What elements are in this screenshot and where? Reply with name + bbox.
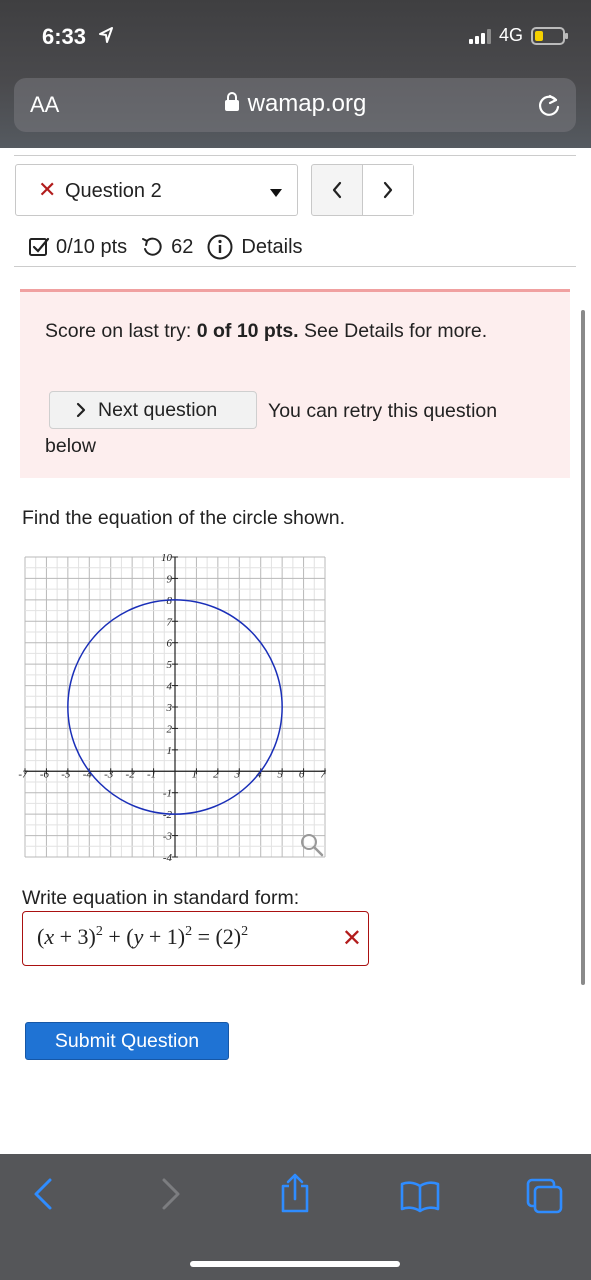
share-icon[interactable] — [278, 1172, 312, 1219]
details-link[interactable] — [207, 234, 302, 260]
y-tick-label: 8 — [166, 594, 172, 607]
chevron-left-icon — [331, 181, 343, 199]
y-tick-label: 7 — [166, 616, 172, 629]
incorrect-icon: ✕ — [38, 177, 57, 202]
x-tick-label: -5 — [61, 768, 71, 781]
x-tick-label: -2 — [125, 768, 135, 781]
battery-icon — [531, 27, 565, 45]
bookmarks-icon[interactable] — [400, 1180, 440, 1217]
retry-text: You can retry this question — [268, 400, 498, 422]
status-indicators — [469, 25, 565, 46]
y-tick-label: 2 — [166, 723, 172, 736]
x-tick-label: 5 — [277, 768, 283, 781]
x-tick-label: 2 — [213, 768, 219, 781]
x-tick-label: 4 — [255, 768, 262, 781]
circle-graph — [20, 552, 330, 862]
score-value: 0 of 10 pts. — [196, 320, 299, 342]
y-tick-label: 3 — [166, 702, 172, 714]
reload-icon[interactable] — [536, 92, 562, 123]
attempts-text: 62 — [171, 235, 194, 258]
retry-icon — [141, 236, 163, 258]
x-tick-label: 3 — [234, 768, 241, 781]
home-indicator — [190, 1261, 400, 1267]
question-nav-group — [311, 164, 414, 216]
graph-svg — [20, 552, 330, 862]
retry-text-continued: below — [45, 435, 96, 457]
details-label: Details — [241, 235, 303, 258]
divider — [14, 155, 576, 156]
y-tick-label: 10 — [161, 552, 172, 564]
y-tick-label: 1 — [166, 744, 172, 757]
scrollbar[interactable] — [581, 310, 585, 985]
x-tick-label: 1 — [191, 768, 198, 781]
dropdown-caret-icon — [269, 185, 283, 203]
question-label: Question 2 — [65, 180, 162, 202]
status-time: 6:33 — [42, 24, 87, 49]
y-tick-label: -1 — [162, 787, 172, 800]
y-tick-label: 4 — [166, 680, 172, 693]
y-tick-label: 5 — [166, 659, 172, 672]
score-feedback-box — [20, 289, 570, 478]
location-arrow-icon — [98, 26, 114, 49]
back-icon[interactable] — [30, 1176, 56, 1217]
x-tick-label: -3 — [104, 768, 114, 781]
x-tick-label: 6 — [298, 768, 305, 781]
submit-question-button[interactable]: Submit Question — [25, 1022, 229, 1060]
reader-text-button[interactable]: AA — [30, 92, 60, 117]
answer-math: $(x + 3)^2 + (y + 1)^2 = (2)^2$ — [37, 924, 249, 949]
y-tick-label: 9 — [166, 573, 172, 586]
points-text: 0/10 pts — [56, 235, 128, 258]
chevron-right-icon — [382, 181, 394, 199]
forward-icon[interactable] — [158, 1176, 184, 1217]
score-text: Score on last try: 0 of 10 pts. See Details for more. — [45, 320, 488, 342]
question-meta — [28, 230, 303, 264]
chevron-right-icon — [76, 402, 86, 418]
signal-icon — [469, 28, 491, 44]
url-text: wamap.org — [247, 90, 367, 117]
tabs-icon[interactable] — [526, 1178, 564, 1219]
x-tick-label: -4 — [82, 768, 92, 781]
prev-question-button[interactable] — [312, 165, 362, 215]
network-label: 4G — [498, 25, 523, 45]
equation-label: Write equation in standard form: — [22, 887, 300, 909]
x-tick-label: -7 — [18, 768, 28, 781]
lock-icon — [224, 91, 240, 119]
x-tick-label: 7 — [320, 768, 326, 781]
next-question-button[interactable]: Next question — [49, 391, 257, 429]
question-prompt: Find the equation of the circle shown. — [22, 507, 346, 529]
x-tick-label: -6 — [39, 768, 50, 781]
browser-chrome — [0, 0, 591, 148]
info-icon — [207, 234, 233, 260]
y-tick-label: -2 — [162, 809, 172, 822]
divider — [14, 266, 576, 267]
url-display[interactable] — [14, 90, 576, 119]
y-tick-label: 6 — [166, 637, 172, 650]
answer-input[interactable] — [22, 911, 369, 966]
y-tick-label: -4 — [162, 852, 172, 864]
x-tick-label: -1 — [146, 768, 157, 781]
next-question-nav-button[interactable] — [362, 165, 413, 215]
incorrect-mark-icon: ✕ — [341, 925, 362, 952]
zoom-icon[interactable] — [302, 835, 322, 855]
question-select[interactable] — [15, 164, 298, 216]
checkbox-icon — [28, 236, 50, 258]
address-bar[interactable] — [14, 78, 576, 132]
y-tick-label: -3 — [162, 830, 172, 843]
